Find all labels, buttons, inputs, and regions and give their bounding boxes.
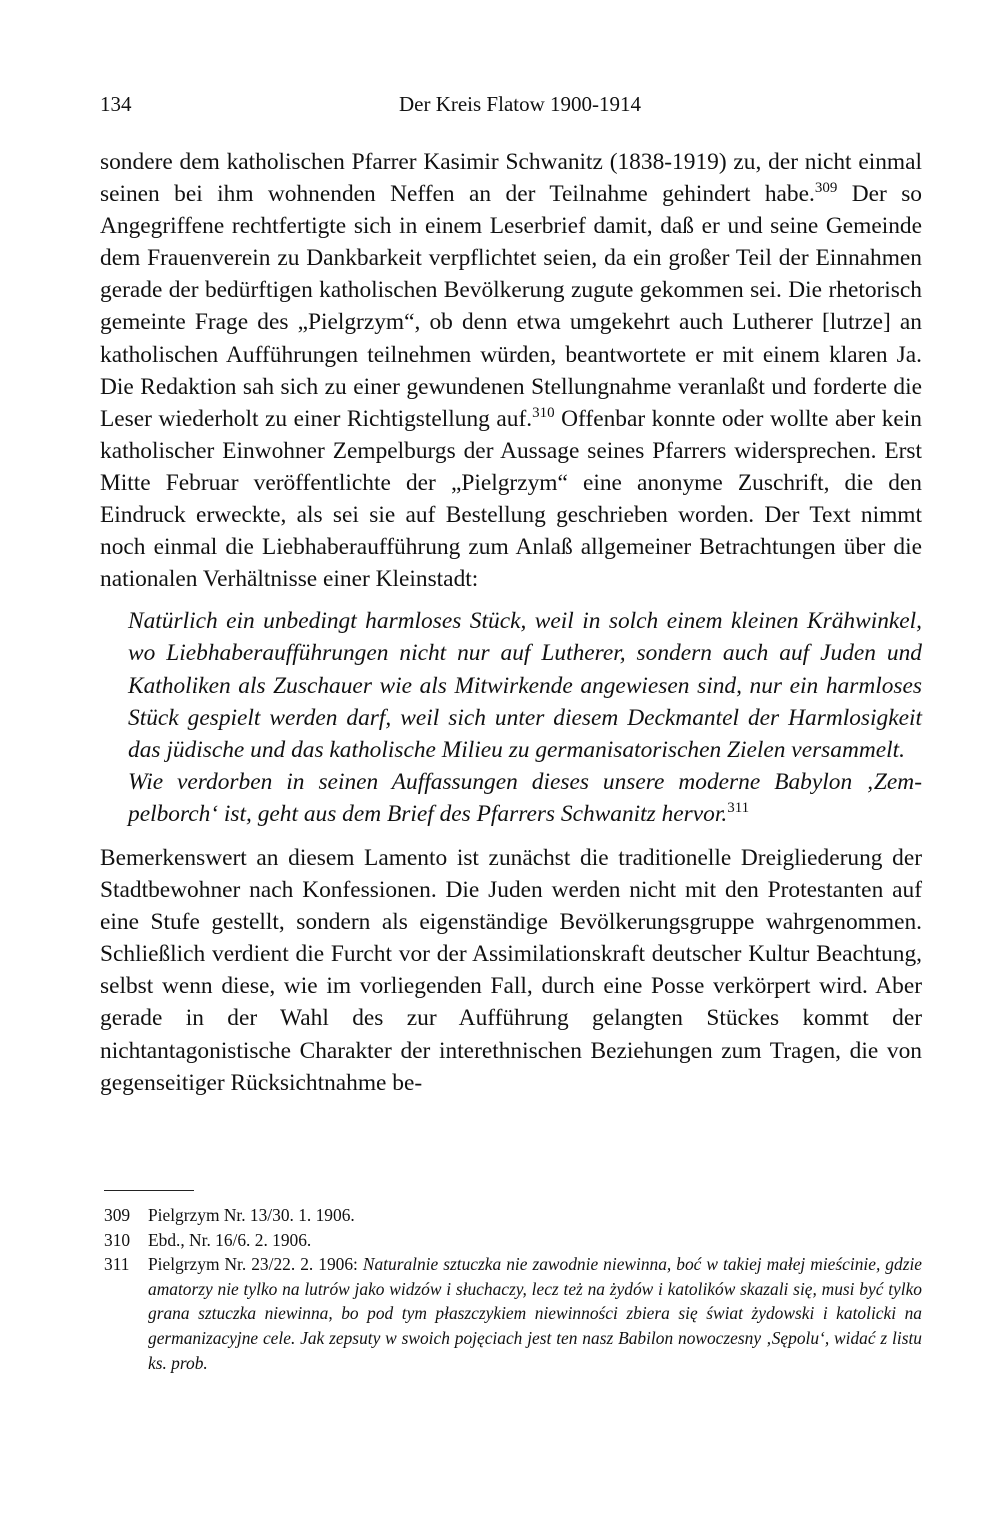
paragraph-1-text-b: Der so Angegriffene rechtfertigte sich in einem Leserbrief damit, daß er und seine Gemeinde dem Frauenverein zu Dankbarkeit verpflichtet seien, da ein großer Teil der Einnahmen gerade der bedürftigen katholischen Bevölkerung zugute gekommen sei. Die rhetorisch gemeinte Frage des „Pielgrzym“, ob denn etwa umgekehrt auch Lutherer [lutrze] an katholischen Aufführungen teilnehmen würden, beantwortete er mit einem klaren Ja. Die Redaktion sah sich zu einer gewundenen Stellungnahme veranlaßt und forderte die Leser wiederholt zu einer Richtigstellung auf. — [100, 181, 922, 432]
footnote-ref-310: 310 — [532, 404, 555, 421]
paragraph-1 — [100, 146, 922, 595]
footnote-311 — [104, 1252, 922, 1375]
page-number: 134 — [100, 92, 132, 116]
footnotes — [104, 1203, 922, 1375]
quote-paragraph-2-text: Wie verdorben in seinen Auffassungen dieses unsere moderne Babylon ‚Zempelborch‘ ist, geht aus dem Brief des Pfarrers Schwanitz hervor. — [128, 768, 922, 827]
page-header — [100, 92, 922, 122]
footnote-309 — [104, 1203, 922, 1228]
quote-paragraph-1: Natürlich ein unbedingt harmloses Stück, weil in solch einem kleinen Krähwinkel, wo Liebhaberaufführungen nicht nur auf Lutherer, sondern auch auf Juden und Katholiken als Zuschauer wie als Mitwirkende angewiesen sind, nur ein harmloses Stück gespielt werden darf, weil sich unter diesem Deckmantel der Harmlosigkeit das jüdische und das katholische Milieu zu germanisatorischen Zielen versammelt. — [128, 608, 922, 763]
block-quote — [128, 605, 922, 830]
main-text — [100, 146, 922, 1099]
footnote-ref-309: 309 — [814, 180, 838, 197]
quote-paragraph-2 — [128, 766, 922, 830]
footnote-ref-311: 311 — [727, 799, 750, 816]
footnote-divider — [104, 1190, 194, 1191]
footnote-quote: Naturalnie sztuczka nie zawodnie niewinna, boć w takiej małej mieścinie, gdzie amatorzy nie tylko na lutrów jako widzów i słuchaczy, lecz też na żydów i katolików skazali się, musi być tylko grana sztuczka niewinna, bo pod tym płaszczykiem niewinności zbiera się świat żydowski i katolicki na germanizacyjne cele. Jak zepsuty w swoich pojęciach jest ten nasz Babilon nowoczesny ‚Sępolu‘, widać z listu ks. prob. — [148, 1254, 923, 1373]
footnote-number: 309 — [104, 1205, 131, 1225]
footnote-310 — [104, 1228, 922, 1253]
footnote-text: Pielgrzym Nr. 13/30. 1. 1906. — [148, 1205, 355, 1225]
footnote-number: 311 — [104, 1254, 130, 1275]
paragraph-1-text-a: sondere dem katholischen Pfarrer Kasimir Schwanitz (1838-1919) zu, der nicht einmal seinen bei ihm wohnenden Neffen an der Teilnahme gehindert habe. — [100, 149, 922, 208]
running-title: Der Kreis Flatow 1900-1914 — [398, 92, 642, 116]
paragraph-1-text-c: Offenbar konnte oder wollte aber kein katholischer Einwohner Zempelburgs der Aussage seines Pfarrers widersprechen. Erst Mitte Februar veröffentlichte der „Pielgrzym“ eine anonyme Zuschrift, die den Eindruck erweckte, als sei sie auf Bestellung geschrieben worden. Der Text nimmt noch einmal die Liebhaberaufführung zum Anlaß allgemeiner Betrachtungen über die nationalen Verhältnisse einer Kleinstadt: — [100, 405, 922, 593]
footnote-number: 310 — [104, 1229, 131, 1250]
paragraph-2: Bemerkenswert an diesem Lamento ist zunächst die traditionelle Dreigliederung der Stadtbewohner nach Konfessionen. Die Juden werden nicht mit den Protestanten auf eine Stufe gestellt, sondern als eigenständige Bevölkerungsgruppe wahrgenommen. Schließlich verdient die Furcht vor der Assimilationskraft deutscher Kultur Beachtung, selbst wenn diese, wie im vorliegenden Fall, durch eine Posse verkörpert wird. Aber gerade in der Wahl des zur Aufführung gelangten Stückes kommt der nichtantagonistische Charakter der interethnischen Beziehungen zum Tragen, die von gegenseitiger Rücksichtnahme be- — [100, 844, 922, 1096]
footnote-text: Pielgrzym Nr. 23/22. 2. 1906: — [148, 1254, 363, 1275]
footnote-text: Ebd., Nr. 16/6. 2. 1906. — [148, 1229, 312, 1250]
